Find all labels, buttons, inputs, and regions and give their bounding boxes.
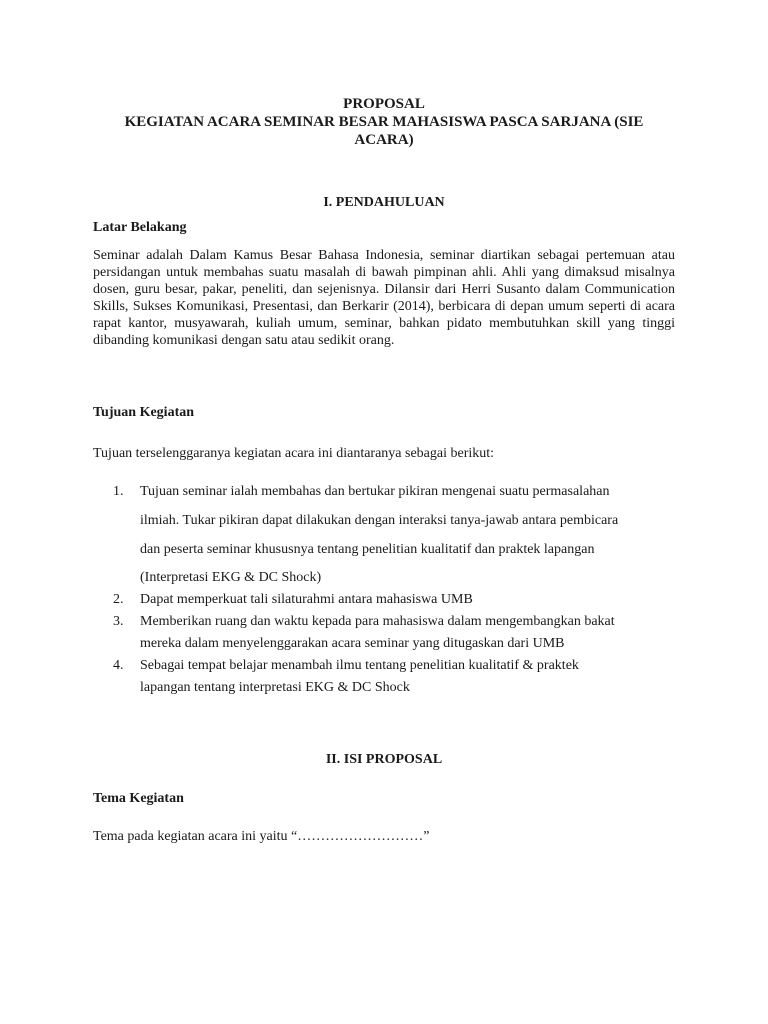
list-item-line: ilmiah. Tukar pikiran dapat dilakukan dengan interaksi tanya-jawab antara pembicara bbox=[140, 513, 619, 528]
list-item-line: Tujuan seminar ialah membahas dan bertukar pikiran mengenai suatu permasalahan bbox=[140, 484, 610, 499]
title-line-kegiatan: KEGIATAN ACARA SEMINAR BESAR MAHASISWA PASCA SARJANA (SIE bbox=[124, 114, 644, 130]
list-item-line: lapangan tentang interpretasi EKG & DC Shock bbox=[140, 680, 410, 695]
list-item-number: 4. bbox=[113, 658, 124, 673]
list-item-line: Sebagai tempat belajar menambah ilmu tentang penelitian kualitatif & praktek bbox=[140, 658, 579, 673]
tema-text: Tema pada kegiatan acara ini yaitu “………………………” bbox=[93, 829, 430, 844]
document-title bbox=[90, 95, 678, 149]
tujuan-intro: Tujuan terselenggaranya kegiatan acara ini diantaranya sebagai berikut: bbox=[93, 446, 495, 461]
list-item-line: mereka dalam menyelenggarakan acara seminar yang ditugaskan dari UMB bbox=[140, 636, 565, 651]
list-item-line: Dapat memperkuat tali silaturahmi antara mahasiswa UMB bbox=[140, 592, 473, 607]
section-heading-pendahuluan: I. PENDAHULUAN bbox=[323, 195, 445, 210]
list-item-line: (Interpretasi EKG & DC Shock) bbox=[140, 570, 322, 585]
list-item-line: Memberikan ruang dan waktu kepada para mahasiswa dalam mengembangkan bakat bbox=[140, 614, 615, 629]
list-item-line: dan peserta seminar khususnya tentang penelitian kualitatif dan praktek lapangan bbox=[140, 542, 595, 557]
list-item-number: 2. bbox=[113, 592, 124, 607]
subheading-latar-belakang: Latar Belakang bbox=[93, 220, 187, 235]
section-heading-isi-proposal: II. ISI PROPOSAL bbox=[325, 752, 443, 767]
title-line-proposal: PROPOSAL bbox=[343, 96, 425, 112]
list-item-number: 3. bbox=[113, 614, 124, 629]
subheading-tujuan-kegiatan: Tujuan Kegiatan bbox=[93, 405, 195, 420]
list-item-number: 1. bbox=[113, 484, 124, 499]
subheading-tema-kegiatan: Tema Kegiatan bbox=[93, 791, 184, 806]
latar-belakang-paragraph: Seminar adalah Dalam Kamus Besar Bahasa Indonesia, seminar diartikan sebagai pertemuan atau persidangan untuk membahas suatu masalah di bawah pimpinan ahli. Ahli yang dimaksud misalnya dosen, guru besar, pakar, peneliti, dan sejenisnya. Dilansir dari Herri Susanto dalam Communication Skills, Sukses Komunikasi, Presentasi, dan Berkarir (2014), berbicara di depan umum seperti di acara rapat kantor, musyawarah, kuliah umum, seminar, bahkan pidato membutuhkan skill yang tinggi dibanding komunikasi dengan satu atau sedikit orang. bbox=[93, 248, 675, 348]
title-line-acara: ACARA) bbox=[354, 132, 414, 148]
